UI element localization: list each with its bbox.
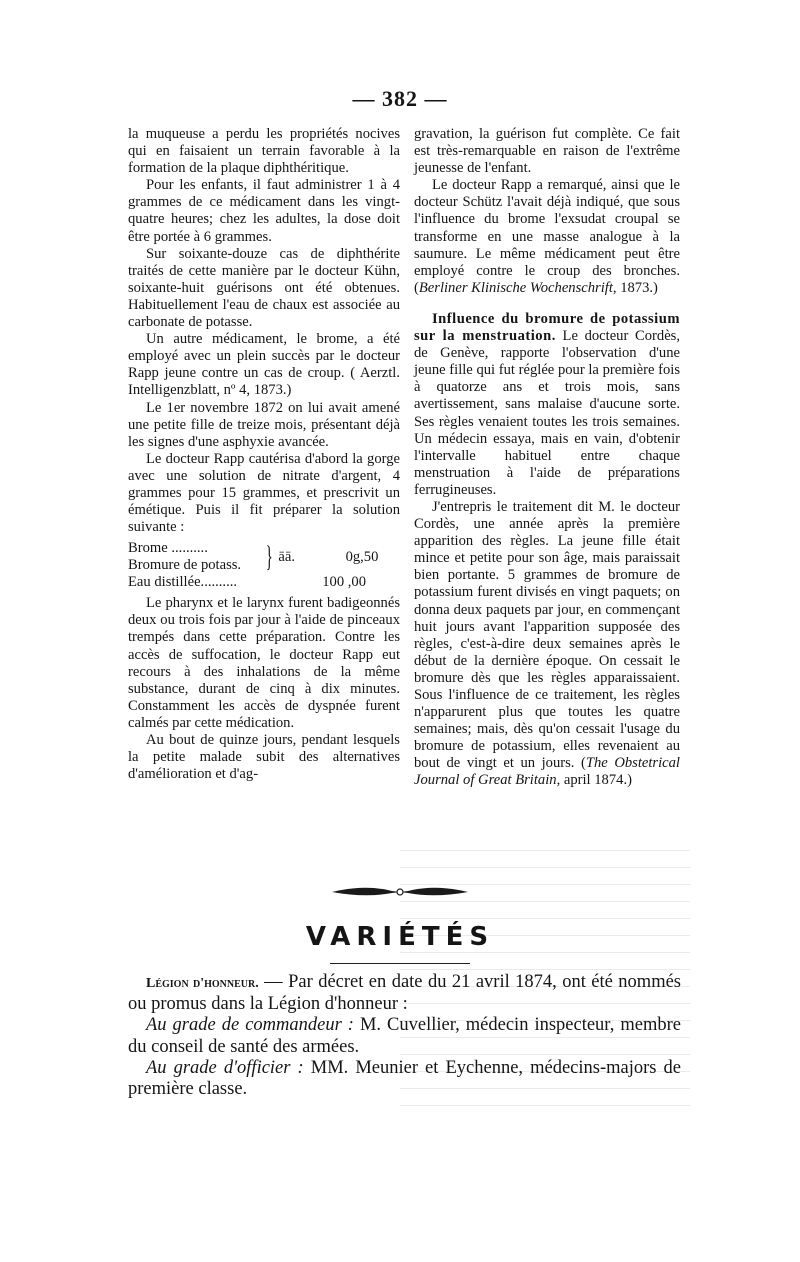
citation: The Obstetrical Journal of Great Britain	[414, 755, 680, 789]
left-column	[128, 126, 400, 783]
citation: Berliner Klinische Wochenschrift	[418, 279, 613, 296]
paragraph: J'entrepris le traitement dit M. le docteur Cordès, une année après la première apparition des règles. La jeune fille était mince et petite pour son âge, mais paraissait bien portante. 5 grammes de bromure de potassium furent divisés en vingt paquets; on donna deux paquets par jour, en commençant huit jours avant l'apparition supposée des règles, c'est-à-dire deux semaines après le début de la dernière époque. On cessait le bromure dès que les règles apparaissaient. Sous l'influence de ce traitement, les règles n'apparurent plus que toutes les quatre semaines; mais, dès qu'on cessait l'usage du bromure de potassium, elles revenaient au bout de vingt et un jours. (The Obstetrical Journal of Great Britain, april 1874.)	[414, 498, 680, 789]
paragraph: Le docteur Rapp a remarqué, ainsi que le docteur Schütz l'avait déjà indiqué, que sous l'influence du brome l'exsudat croupal se transforme en une masse analogue à la saumure. Le même médicament peut être employé contre le croup des bronches. (Berliner Klinische Wochenschrift, 1873.)	[414, 177, 680, 296]
paragraph: Le pharynx et le larynx furent badigeonnés deux ou trois fois par jour à l'aide de pinceaux trempés dans cette préparation. Contre les accès de suffocation, le docteur Rapp eut recours à des inhalations de la même substance, durant de cinq à dix minutes. Constamment les accès de dyspnée furent calmés par cette médication.	[128, 595, 400, 731]
paragraph: gravation, la guérison fut complète. Ce fait est très-remarquable en raison de l'extrême jeunesse de l'enfant.	[414, 126, 680, 177]
formula-row: Bromure de potass.	[128, 557, 242, 574]
paragraph: Pour les enfants, il faut administrer 1 à 4 grammes de ce médicament dans les vingt-quatre heures; chez les adultes, la dose doit être portée à 6 grammes.	[128, 177, 400, 245]
right-column	[414, 126, 680, 790]
paragraph: Légion d'honneur. — Par décret en date du 21 avril 1874, ont été nommés ou promus dans la Légion d'honneur :	[128, 972, 681, 1015]
grade-label: Au grade d'officier :	[146, 1057, 304, 1078]
formula-brace-group	[128, 540, 400, 574]
formula-value: 100 ,00	[322, 574, 366, 591]
announcement-lead: Légion d'honneur.	[146, 976, 259, 991]
formula-aa: āā.	[278, 548, 296, 565]
formula-block	[128, 540, 400, 591]
formula-value: 0g,50	[345, 548, 379, 565]
legion-announcement	[128, 972, 681, 1100]
grade-label: Au grade de commandeur :	[146, 1015, 354, 1036]
paragraph: Le 1er novembre 1872 on lui avait amené une petite fille de treize mois, présentant déjà les signes d'une asphyxie avancée.	[128, 399, 400, 450]
section-title: VARIÉTÉS	[305, 922, 495, 952]
formula-row: Brome ..........	[128, 540, 208, 557]
brace-symbol: }	[265, 540, 273, 574]
article-heading: Influence du bromure de potassium sur la menstruation.	[414, 310, 680, 345]
paragraph: Au grade de commandeur : M. Cuvellier, médecin inspecteur, membre du conseil de santé des armées.	[128, 1015, 681, 1057]
title-rule	[330, 963, 470, 964]
formula-row: Eau distillée..........	[128, 574, 238, 591]
page-number: — 382 —	[352, 86, 448, 111]
paragraph: Au bout de quinze jours, pendant lesquels la petite malade subit des alternatives d'amélioration et d'ag-	[128, 732, 400, 783]
paragraph: Au grade d'officier : MM. Meunier et Eychenne, médecins-majors de première classe.	[128, 1057, 681, 1100]
paragraph: la muqueuse a perdu les propriétés nocives qui en faisaient un terrain favorable à la formation de la plaque diphthéritique.	[128, 126, 400, 177]
paragraph: Un autre médicament, le brome, a été employé avec un plein succès par le docteur Rapp jeune contre un cas de croup. ( Aerztl. Intelligenzblatt, nº 4, 1873.)	[128, 331, 400, 399]
paragraph: Influence du bromure de potassium sur la menstruation. Le docteur Cordès, de Genève, rapporte l'observation d'une jeune fille qui fut réglée pour la première fois à quatorze ans et trois mois, sans avertissement, sans malaise d'aucune sorte. Ses règles venaient toutes les trois semaines. Un médecin essaya, mais en vain, d'obtenir l'intervalle habituel entre chaque menstruation à l'aide de préparations ferrugineuses.	[414, 310, 680, 498]
ornamental-divider	[330, 880, 470, 904]
paragraph: Le docteur Rapp cautérisa d'abord la gorge avec une solution de nitrate d'argent, 4 grammes pour 15 grammes, et prescrivit un émétique. Puis il fit préparer la solution suivante :	[128, 450, 400, 536]
paragraph: Sur soixante-douze cas de diphthérite traités de cette manière par le docteur Kühn, soixante-huit guérisons ont été obtenues. Habituellement l'eau de chaux est associée au carbonate de potasse.	[128, 245, 400, 331]
